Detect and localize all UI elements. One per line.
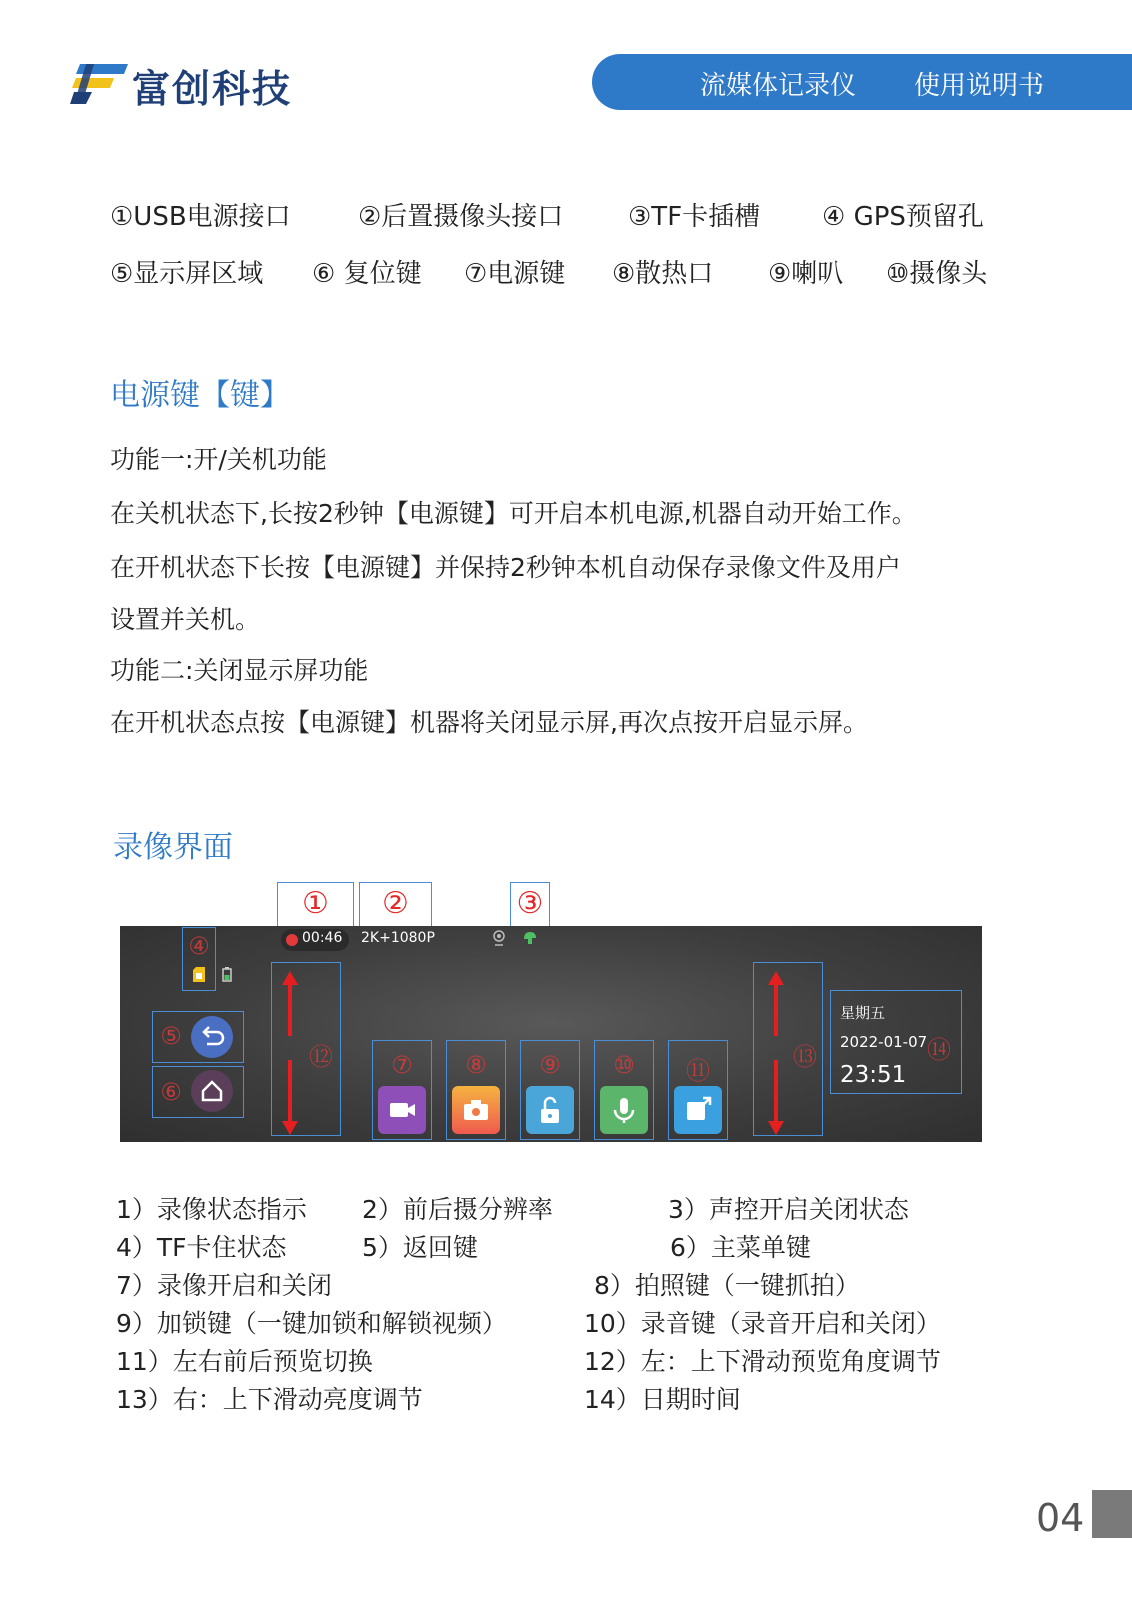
legend-item: 12）左：上下滑动预览角度调节 [584,1347,941,1376]
tf-card-icon [193,967,205,982]
part-label: ②后置摄像头接口 [358,202,564,232]
callout-number: ⑬ [793,1043,817,1071]
callout-number: ③ [516,886,544,921]
part-label: ⑨喇叭 [768,259,844,289]
swipe-down-arrow-line [774,1060,778,1122]
header-product-title: 流媒体记录仪 [700,71,857,101]
battery-icon [222,967,232,982]
legend-item: 1）录像状态指示 [116,1195,307,1224]
legend-item: 2）前后摄分辨率 [362,1195,553,1224]
legend-item: 4）TF卡住状态 [116,1233,287,1262]
callout-number: ⑫ [309,1043,333,1071]
paragraph-line: 在开机状态点按【电源键】机器将关闭显示屏,再次点按开启显示屏。 [110,708,868,737]
swipe-up-arrow-line [774,980,778,1036]
part-label: ⑥ 复位键 [312,259,422,289]
page-number: 04 [1036,1496,1085,1540]
webcam-icon [492,930,506,946]
rec-time: 00:46 [302,930,343,946]
paragraph-line: 设置并关机。 [110,605,261,634]
external-switch-icon [674,1086,722,1134]
back-button[interactable] [191,1016,233,1058]
legend-item: 13）右：上下滑动亮度调节 [116,1385,423,1414]
callout-number: ⑩ [613,1051,635,1079]
legend-item: 9）加锁键（一键加锁和解锁视频） [116,1309,507,1338]
callout-number: ⑤ [160,1022,182,1050]
callout-number: ⑪ [686,1057,710,1085]
callout-number: ⑥ [160,1078,182,1106]
arrow-up-icon [282,970,298,984]
paragraph-line: 在关机状态下,长按2秒钟【电源键】可开启本机电源,机器自动开始工作。 [110,499,917,528]
legend-item: 11）左右前后预览切换 [116,1347,373,1376]
part-label: ⑩摄像头 [886,259,988,289]
part-label: ④ GPS预留孔 [822,202,984,232]
swipe-down-arrow-line [288,1060,292,1122]
header-doc-type: 使用说明书 [914,71,1045,101]
section-heading-record: 录像界面 [113,830,233,865]
legend-item: 3）声控开启关闭状态 [668,1195,909,1224]
legend-item: 14）日期时间 [584,1385,741,1414]
callout-number: ② [382,886,409,921]
legend-item: 7）录像开启和关闭 [116,1271,332,1300]
home-icon [191,1070,233,1112]
resolution-label: 2K+1080P [361,930,435,946]
time-label: 23:51 [840,1062,907,1088]
part-label: ①USB电源接口 [110,202,291,232]
brand-logo-icon [70,60,130,106]
microphone-icon [600,1086,648,1134]
back-arrow-icon [191,1016,233,1058]
paragraph-line: 功能一:开/关机功能 [110,445,327,474]
legend-item: 6）主菜单键 [670,1233,811,1262]
lock-video-button[interactable] [526,1086,574,1134]
paragraph-line: 在开机状态下长按【电源键】并保持2秒钟本机自动保存录像文件及用户 [110,553,901,582]
legend-item: 5）返回键 [362,1233,478,1262]
paragraph-line: 功能二:关闭显示屏功能 [110,656,369,685]
part-label: ⑧散热口 [612,259,714,289]
section-heading-power: 电源键【键】 [110,378,290,413]
header-banner [592,54,1132,110]
callout-number: ④ [188,932,210,960]
brand-name: 富创科技 [132,67,293,111]
home-button[interactable] [191,1070,233,1112]
part-label: ③TF卡插槽 [628,202,761,232]
weekday-label: 星期五 [840,1004,886,1022]
callout-number: ① [302,886,329,921]
voice-control-icon [522,930,538,946]
legend-item: 8）拍照键（一键抓拍） [594,1271,860,1300]
swipe-up-arrow-line [288,980,292,1036]
record-dot-icon [286,934,298,946]
take-photo-button[interactable] [452,1086,500,1134]
audio-record-button[interactable] [600,1086,648,1134]
arrow-down-icon [282,1120,298,1134]
date-label: 2022-01-07 [840,1033,928,1051]
camera-icon [452,1086,500,1134]
arrow-up-icon [768,970,784,984]
unlock-icon [526,1086,574,1134]
part-label: ⑦电源键 [464,259,566,289]
arrow-down-icon [768,1120,784,1134]
preview-switch-button[interactable] [674,1086,722,1134]
page-number-marker [1092,1490,1132,1538]
callout-number: ⑦ [391,1051,413,1079]
callout-number: ⑨ [539,1051,561,1079]
callout-number: ⑭ [927,1036,951,1064]
record-video-button[interactable] [378,1086,426,1134]
callout-number: ⑧ [465,1051,487,1079]
part-label: ⑤显示屏区域 [110,259,264,289]
legend-item: 10）录音键（录音开启和关闭） [584,1309,941,1338]
video-camera-icon [378,1086,426,1134]
